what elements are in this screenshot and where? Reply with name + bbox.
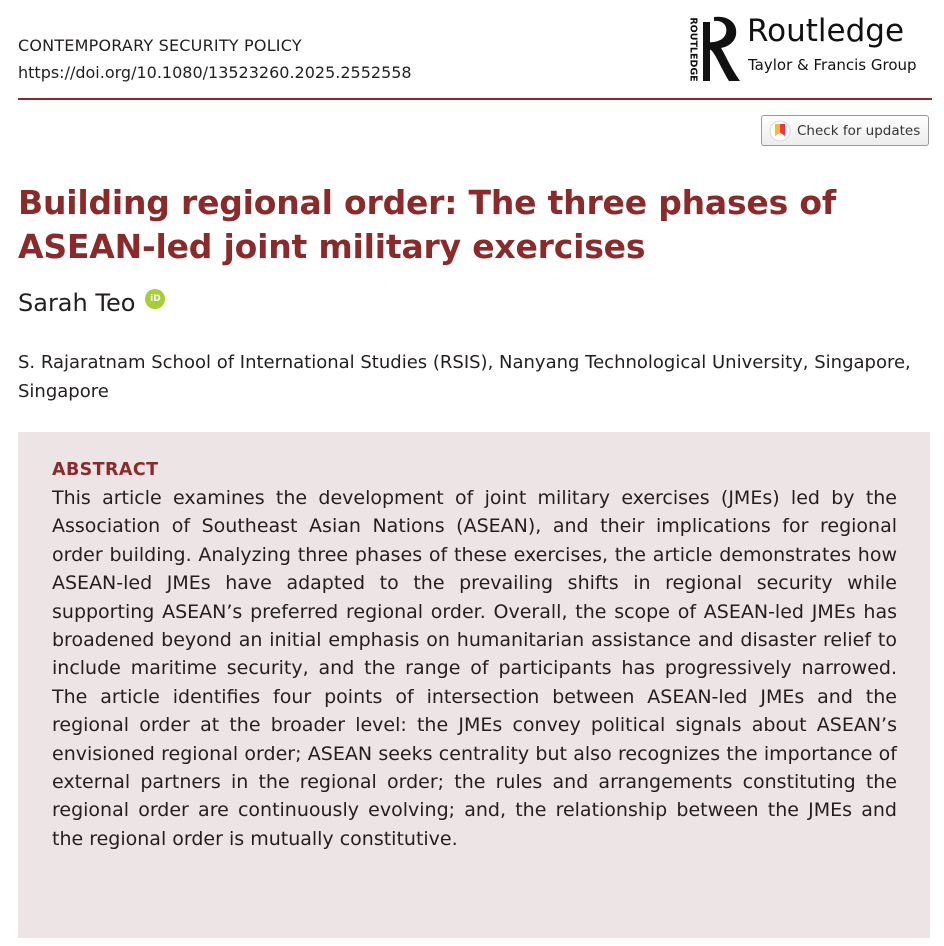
author-affiliation: S. Rajaratnam School of International Studies (RSIS), Nanyang Technological University, Singapore, Singapore (18, 352, 911, 402)
abstract-text: This article examines the development of joint military exercises (JMEs) led by the Association of Southeast Asian Nations (ASEAN), and their implications for regional order building. Analyzing three phases of these exercises, the article demonstrates how ASEAN-led JMEs have adapted to the prevailing shifts in regional security while supporting ASEAN’s preferred regional order. Overall, the scope of ASEAN-led JMEs has broadened beyond an initial emphasis on humanitarian assistance and disaster relief to include maritime security, and the range of participants has progressively narrowed. The article identifies four points of intersection between ASEAN-led JMEs and the regional order at the broader level: the JMEs convey political signals about ASEAN’s envisioned regional order; ASEAN seeks centrality but also recognizes the importance of external partners in the regional order; the rules and arrangements constituting the regional order are continuously evolving; and, the relationship between the JMEs and the regional order is mutually constitutive. (52, 487, 897, 850)
orcid-icon[interactable]: iD (145, 289, 165, 309)
article-title: Building regional order: The three phases of ASEAN-led joint military exercises (18, 183, 836, 266)
check-for-updates-label: Check for updates (797, 122, 921, 139)
logo-vertical-text: ROUTLEDGE (687, 16, 699, 82)
abstract-heading: ABSTRACT (52, 460, 159, 480)
logo-name: Routledge (747, 13, 905, 49)
author-row (18, 289, 165, 317)
abstract-box (18, 432, 930, 938)
crossmark-icon (769, 120, 791, 142)
routledge-logo (684, 12, 934, 84)
journal-name: CONTEMPORARY SECURITY POLICY (18, 36, 302, 55)
doi-link[interactable]: https://doi.org/10.1080/13523260.2025.2552558 (18, 63, 412, 82)
routledge-logo-icon (700, 14, 742, 84)
header-divider (18, 98, 932, 100)
author-name[interactable]: Sarah Teo (18, 289, 136, 317)
check-for-updates-button[interactable] (761, 115, 929, 146)
logo-subtitle: Taylor & Francis Group (748, 56, 917, 74)
